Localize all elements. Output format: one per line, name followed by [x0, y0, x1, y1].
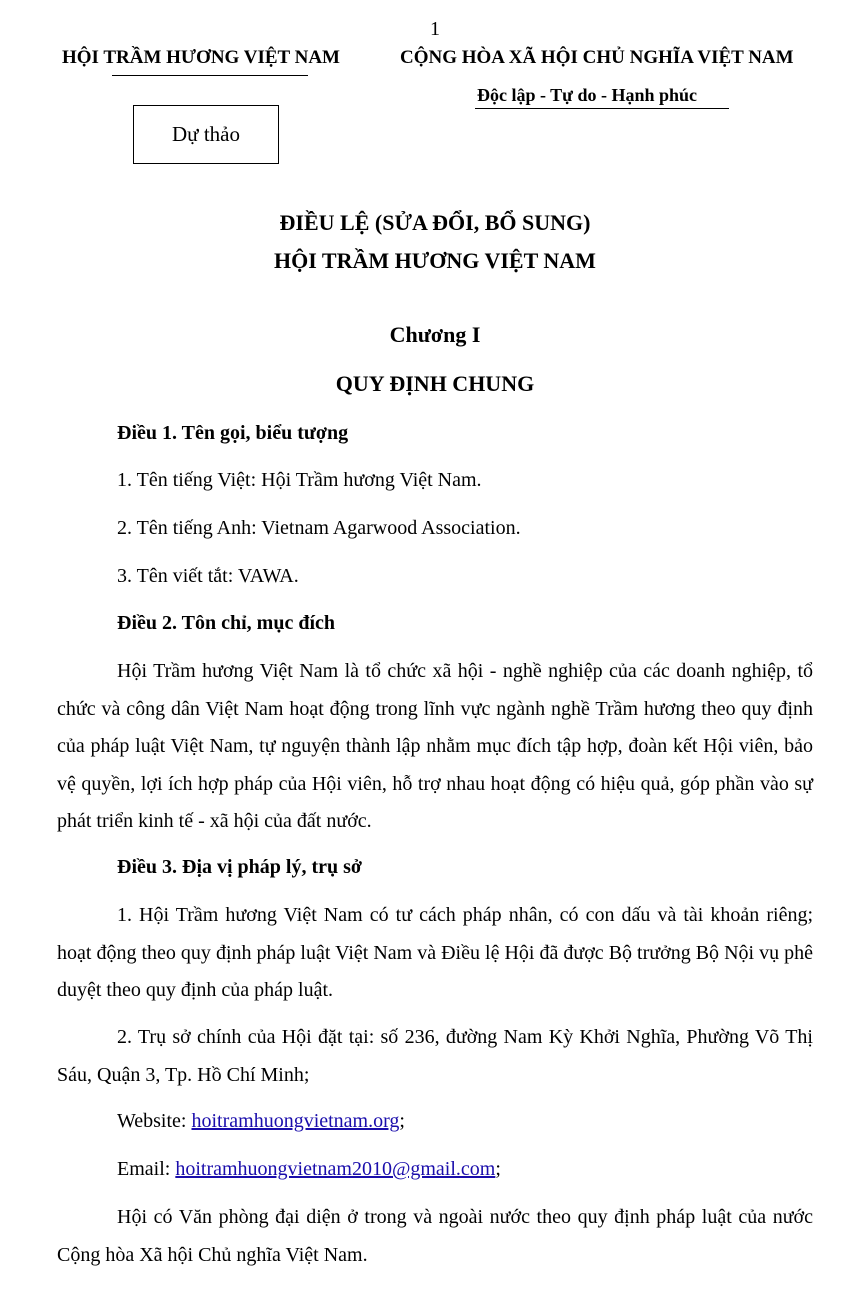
email-label: Email: — [117, 1158, 176, 1180]
article1-heading: Điều 1. Tên gọi, biểu tượng — [117, 422, 349, 444]
draft-box — [133, 105, 279, 164]
organization-underline — [112, 75, 308, 76]
article2-body: Hội Trầm hương Việt Nam là tổ chức xã hội - nghề nghiệp của các doanh nghiệp, tổ chức và công dân Việt Nam hoạt động trong lĩnh vực ngành nghề Trầm hương theo quy định của pháp luật Việt Nam, tự nguyện thành lập nhằm mục đích tập hợp, đoàn kết Hội viên, bảo vệ quyền, lợi ích hợp pháp của Hội viên, hỗ trợ nhau hoạt động có hiệu quả, góp phần vào sự phát triển kinh tế - xã hội của đất nước. — [57, 660, 813, 832]
page-number: 1 — [430, 18, 440, 40]
article2-heading: Điều 2. Tôn chỉ, mục đích — [117, 612, 335, 634]
website-line — [117, 1110, 405, 1133]
nation-name: CỘNG HÒA XÃ HỘI CHỦ NGHĨA VIỆT NAM — [400, 47, 794, 68]
article1-item: 2. Tên tiếng Anh: Vietnam Agarwood Association. — [117, 517, 521, 539]
organization-name: HỘI TRẦM HƯƠNG VIỆT NAM — [62, 47, 340, 68]
email-link[interactable]: hoitramhuongvietnam2010@gmail.com — [175, 1158, 496, 1180]
website-punct: ; — [399, 1110, 405, 1132]
motto-underline — [475, 108, 729, 109]
chapter-name: QUY ĐỊNH CHUNG — [335, 371, 535, 396]
website-label: Website: — [117, 1110, 192, 1132]
draft-label: Dự thảo — [172, 122, 240, 146]
chapter-number: Chương I — [389, 322, 481, 347]
document-title-line2: HỘI TRẦM HƯƠNG VIỆT NAM — [274, 248, 596, 273]
article1-item: 1. Tên tiếng Việt: Hội Trầm hương Việt Nam. — [117, 469, 482, 491]
article3-paragraph3: Hội có Văn phòng đại diện ở trong và ngoài nước theo quy định pháp luật của nước Cộng hòa Xã hội Chủ nghĩa Việt Nam. — [57, 1206, 813, 1266]
article3-paragraph2: 2. Trụ sở chính của Hội đặt tại: số 236, đường Nam Kỳ Khởi Nghĩa, Phường Võ Thị Sáu, Quận 3, Tp. Hồ Chí Minh; — [57, 1026, 813, 1086]
document-title-line1: ĐIỀU LỆ (SỬA ĐỔI, BỔ SUNG) — [279, 210, 591, 235]
article3-heading: Điều 3. Địa vị pháp lý, trụ sở — [117, 856, 362, 878]
article1-item: 3. Tên viết tắt: VAWA. — [117, 565, 299, 587]
website-link[interactable]: hoitramhuongvietnam.org — [191, 1110, 400, 1132]
national-motto: Độc lập - Tự do - Hạnh phúc — [477, 85, 698, 105]
article3-paragraph1: 1. Hội Trầm hương Việt Nam có tư cách pháp nhân, có con dấu và tài khoản riêng; hoạt động theo quy định pháp luật Việt Nam và Điều lệ Hội đã được Bộ trưởng Bộ Nội vụ phê duyệt theo quy định của pháp luật. — [57, 904, 813, 1001]
email-punct: ; — [495, 1158, 501, 1180]
email-line — [117, 1158, 501, 1181]
